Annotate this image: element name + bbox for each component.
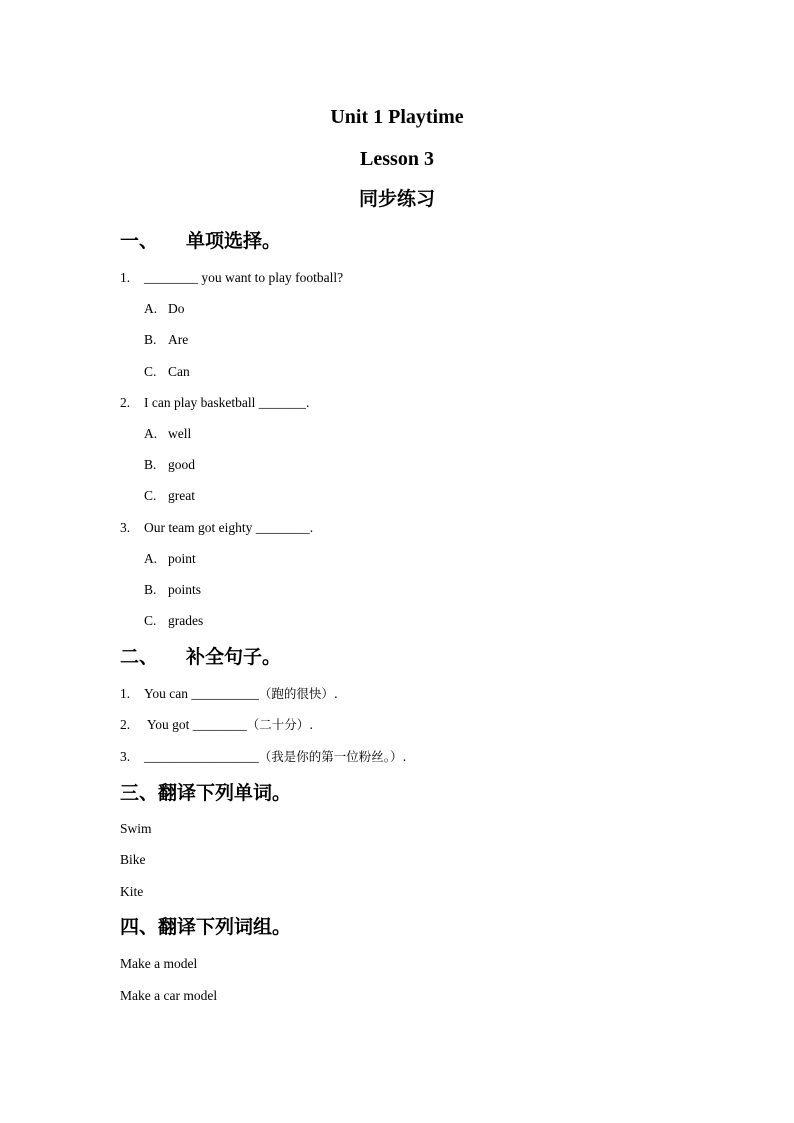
- question-text: ________ you want to play football?: [144, 270, 344, 285]
- question-3-option-a: [144, 552, 196, 566]
- section-number: 二、: [120, 646, 159, 668]
- option-text: well: [168, 426, 192, 441]
- section-number: 一、: [120, 230, 159, 252]
- option-text: point: [168, 551, 196, 566]
- item-hint: （我是你的第一位粉丝。）.: [258, 749, 407, 764]
- question-2-option-c: [144, 489, 195, 503]
- question-3-option-c: [144, 614, 203, 628]
- sentence-item-3: [120, 750, 406, 764]
- question-3-option-b: [144, 583, 201, 597]
- item-text: You got ________: [144, 717, 247, 732]
- option-text: grades: [168, 613, 204, 628]
- item-text: You can __________: [144, 686, 259, 701]
- question-1-option-a: [144, 302, 185, 316]
- option-letter: C.: [144, 488, 157, 503]
- item-number: 2.: [120, 717, 131, 732]
- question-1: [120, 271, 343, 285]
- question-1-option-b: [144, 333, 188, 347]
- question-text: I can play basketball _______.: [144, 395, 310, 410]
- item-number: 1.: [120, 686, 131, 701]
- option-letter: B.: [144, 582, 157, 597]
- option-letter: A.: [144, 301, 158, 316]
- question-number: 2.: [120, 395, 131, 410]
- phrase-item: Make a model: [120, 956, 198, 971]
- question-1-option-c: [144, 365, 190, 379]
- question-number: 1.: [120, 270, 131, 285]
- option-text: points: [168, 582, 202, 597]
- question-2-option-b: [144, 458, 195, 472]
- item-number: 3.: [120, 749, 131, 764]
- question-2: [120, 396, 309, 410]
- word-item: Swim: [120, 821, 152, 836]
- option-letter: A.: [144, 551, 158, 566]
- question-text: Our team got eighty ________.: [144, 520, 314, 535]
- question-3: [120, 521, 313, 535]
- option-text: good: [168, 457, 195, 472]
- option-text: Do: [168, 301, 185, 316]
- sentence-item-2: [120, 718, 313, 732]
- section-heading-translate-phrases: 四、翻译下列词组。: [120, 916, 292, 938]
- word-item: Kite: [120, 884, 144, 899]
- section-label: 补全句子。: [186, 646, 282, 668]
- question-number: 3.: [120, 520, 131, 535]
- section-heading-translate-words: 三、翻译下列单词。: [120, 782, 292, 804]
- question-2-option-a: [144, 427, 191, 441]
- section-heading-complete-sentences: [120, 648, 281, 667]
- item-hint: （二十分）.: [246, 717, 314, 732]
- section-heading-multiple-choice: [120, 232, 281, 251]
- option-text: Are: [168, 332, 189, 347]
- option-letter: C.: [144, 364, 157, 379]
- option-text: Can: [168, 364, 190, 379]
- word-item: Bike: [120, 852, 146, 867]
- option-letter: B.: [144, 332, 157, 347]
- item-hint: （跑的很快）.: [258, 686, 338, 701]
- section-label: 单项选择。: [186, 230, 282, 252]
- document-subtitle: 同步练习: [358, 188, 435, 210]
- option-text: great: [168, 488, 195, 503]
- document-title: Unit 1 Playtime: [330, 106, 464, 128]
- item-text: _________________: [144, 749, 259, 764]
- lesson-title: Lesson 3: [360, 148, 434, 170]
- option-letter: B.: [144, 457, 157, 472]
- option-letter: A.: [144, 426, 158, 441]
- phrase-item: Make a car model: [120, 988, 218, 1003]
- sentence-item-1: [120, 687, 338, 701]
- option-letter: C.: [144, 613, 157, 628]
